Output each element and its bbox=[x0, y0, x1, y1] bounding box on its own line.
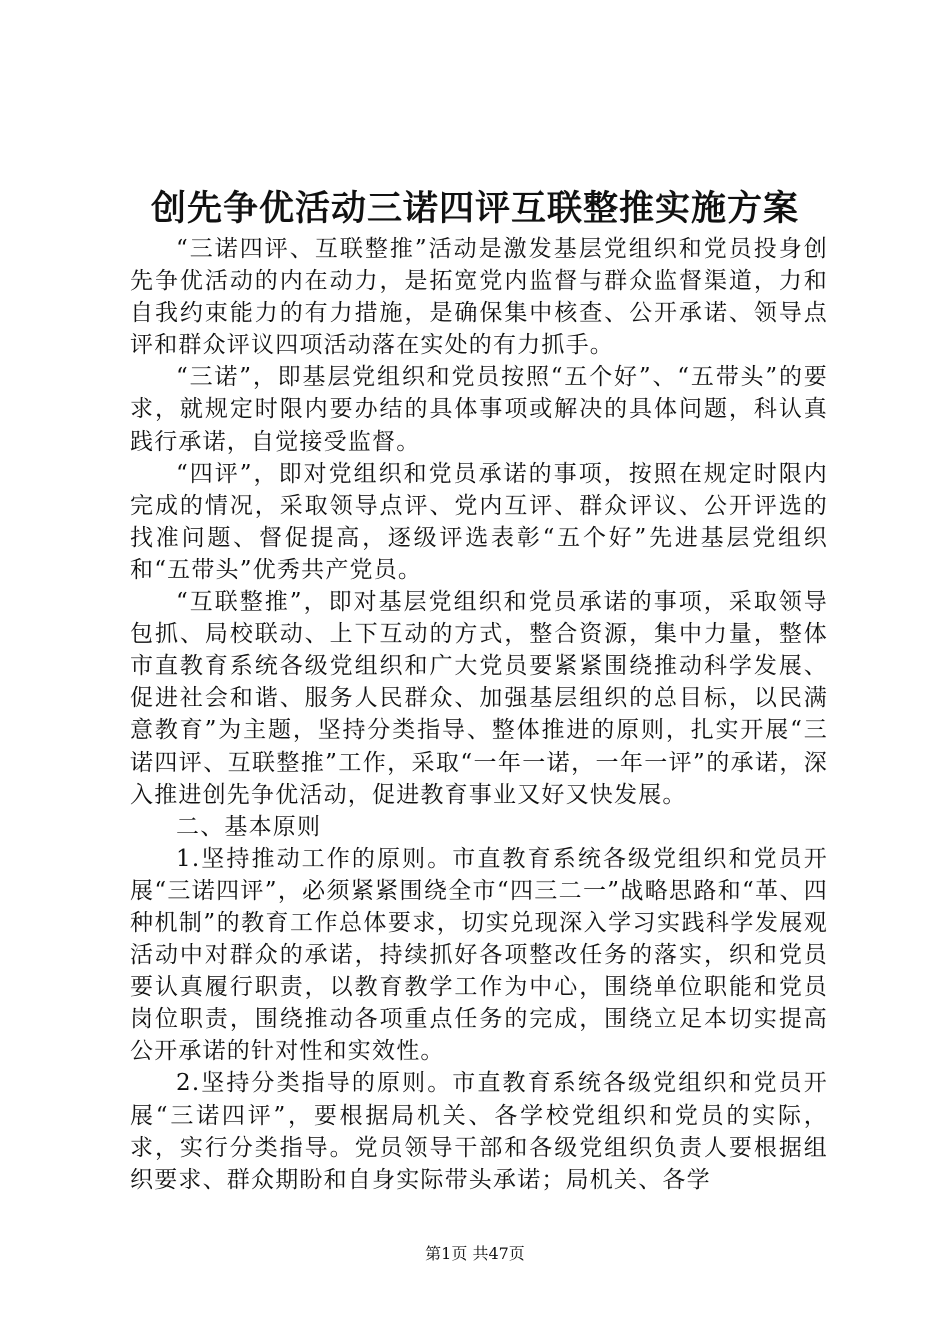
paragraph-intro: “三诺四评、互联整推”活动是激发基层党组织和党员投身创先争优活动的内在动力，是拓宽党内监督与群众监督渠道，力和自我约束能力的有力措施，是确保集中核查、公开承诺、领导点评和群众评议四项活动落在实处的有力抓手。 bbox=[130, 236, 828, 359]
document-title: 创先争优活动三诺四评互联整推实施方案 bbox=[150, 188, 799, 229]
paragraph-interconnect: “互联整推”，即对基层党组织和党员承诺的事项，采取领导包抓、局校联动、上下互动的方式，整合资源，集中力量，整体市直教育系统各级党组织和广大党员要紧紧围绕推动科学发展、促进社会和谐、服务人民群众、加强基层组织的总目标，以民满意教育”为主题，坚持分类指导、整体推进的原则，扎实开展“三诺四评、互联整推”工作，采取“一年一诺，一年一评”的承诺，深入推进创先争优活动，促进教育事业又好又快发展。 bbox=[130, 589, 828, 808]
section-heading-basic-principles: 二、基本原则 bbox=[176, 813, 322, 840]
paragraph-principle-2: 2.坚持分类指导的原则。市直教育系统各级党组织和党员开展“三诺四评”，要根据局机关、各学校党组织和党员的实际，求，实行分类指导。党员领导干部和各级党组织负责人要根据组织要求、群众期盼和自身实际带头承诺；局机关、各学 bbox=[130, 1070, 828, 1193]
paragraph-principle-1: 1.坚持推动工作的原则。市直教育系统各级党组织和党员开展“三诺四评”，必须紧紧围绕全市“四三二一”战略思路和“革、四种机制”的教育工作总体要求，切实兑现深入学习实践科学发展观活动中对群众的承诺，持续抓好各项整改任务的落实，织和党员要认真履行职责，以教育教学工作为中心，围绕单位职能和党员岗位职责，围绕推动各项重点任务的完成，围绕立足本切实提高公开承诺的针对性和实效性。 bbox=[130, 845, 828, 1065]
paragraph-four-evaluations: “四评”，即对党组织和党员承诺的事项，按照在规定时限内完成的情况，采取领导点评、党内互评、群众评议、公开评选的找准问题、督促提高，逐级评选表彰“五个好”先进基层党组织和“五带头”优秀共产党员。 bbox=[130, 460, 828, 583]
page-footer: 第1页 共47页 bbox=[425, 1244, 525, 1263]
paragraph-three-promises: “三诺”，即基层党组织和党员按照“五个好”、“五带头”的要求，就规定时限内要办结的具体事项或解决的具体问题，科认真践行承诺，自觉接受监督。 bbox=[130, 364, 828, 455]
document-body bbox=[130, 233, 828, 1196]
